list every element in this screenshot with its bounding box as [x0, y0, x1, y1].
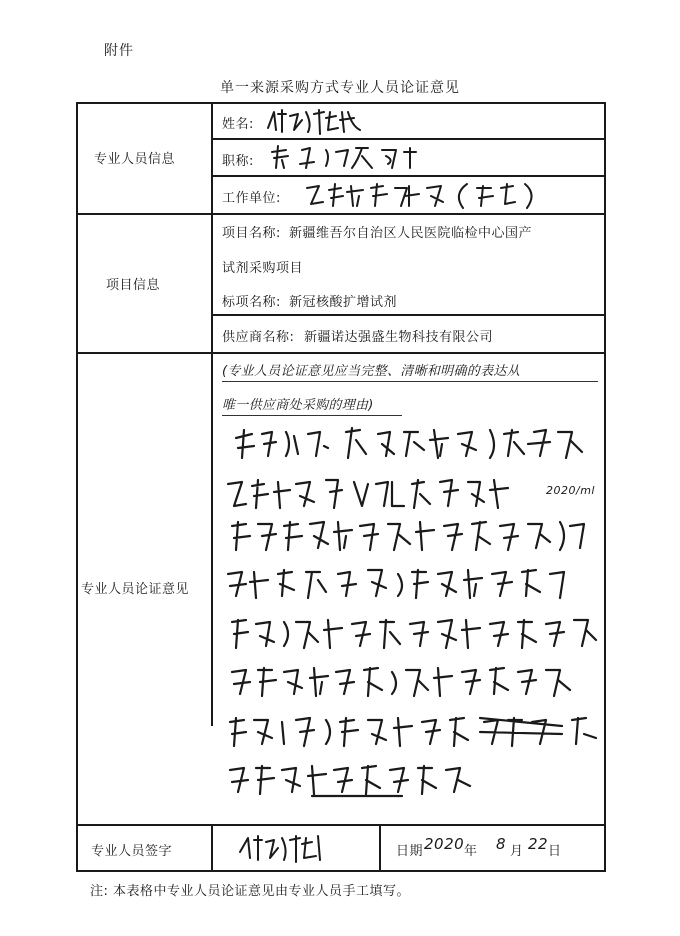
project-name-value-line2: 试剂采购项目 — [222, 261, 304, 276]
signature-divider-right — [379, 824, 381, 872]
supplier-name-value: 新疆诺达强盛生物科技有限公司 — [304, 330, 494, 345]
footer-note: 注: 本表格中专业人员论证意见由专业人员手工填写。 — [90, 884, 411, 899]
date-label: 日期 — [396, 844, 424, 859]
divider-name-title — [211, 138, 606, 140]
table-border-right — [604, 102, 606, 872]
date-year-value: 2020 — [424, 835, 465, 853]
project-info-section-label: 项目信息 — [106, 278, 161, 293]
handwritten-opinion-line-5 — [224, 614, 604, 654]
handwritten-opinion-line-4 — [222, 564, 582, 604]
expert-title-handwriting — [266, 142, 426, 172]
handwritten-opinion-line-2 — [222, 474, 522, 514]
document-title: 单一来源采购方式专业人员论证意见 — [220, 80, 460, 96]
expert-employer-label: 工作单位: — [222, 191, 281, 206]
signature-section-label: 专业人员签字 — [91, 844, 173, 859]
expert-employer-handwriting — [301, 180, 551, 210]
divider-lot-supplier — [211, 314, 606, 316]
handwritten-concentration-value: 2020/ml — [546, 484, 595, 497]
date-day-label: 日 — [548, 844, 562, 859]
lot-name-value: 新冠核酸扩增试剂 — [289, 295, 398, 310]
review-form-table — [76, 102, 606, 872]
guidance-underline-1 — [222, 381, 598, 382]
handwritten-opinion-line-7 — [222, 712, 602, 752]
date-month-value: 8 — [496, 835, 507, 853]
divider-expert-project — [76, 213, 606, 215]
guidance-underline-2 — [222, 415, 402, 416]
attachment-label: 附件 — [104, 43, 134, 59]
column-divider — [211, 102, 213, 726]
divider-opinion-signature — [76, 824, 606, 826]
signature-divider-left — [211, 824, 213, 872]
date-day-value: 22 — [528, 835, 549, 853]
opinion-guidance-line1: (专业人员论证意见应当完整、清晰和明确的表达从 — [222, 364, 520, 379]
supplier-name-label: 供应商名称: — [222, 330, 295, 345]
date-month-label: 月 — [510, 844, 524, 859]
handwritten-opinion-line-1 — [228, 424, 598, 464]
divider-project-opinion — [76, 352, 606, 354]
handwritten-opinion-line-6 — [224, 662, 594, 702]
lot-name-label: 标项名称: — [222, 295, 281, 310]
opinion-section-label: 专业人员论证意见 — [81, 582, 190, 597]
date-year-label: 年 — [464, 844, 478, 859]
table-border-left — [76, 102, 78, 872]
expert-signature-handwriting — [236, 832, 326, 864]
handwritten-opinion-line-8 — [222, 760, 482, 800]
expert-name-handwriting — [264, 106, 364, 136]
expert-title-label: 职称: — [222, 154, 254, 169]
table-border-bottom — [76, 870, 606, 872]
expert-info-section-label: 专业人员信息 — [94, 152, 176, 167]
project-name-label: 项目名称: — [222, 226, 281, 241]
project-name-value-line1: 新疆维吾尔自治区人民医院临检中心国产 — [289, 226, 533, 241]
expert-name-label: 姓名: — [222, 117, 254, 132]
handwritten-opinion-line-3 — [224, 516, 594, 556]
opinion-guidance-line2: 唯一供应商处采购的理由) — [222, 398, 374, 413]
divider-title-employer — [211, 175, 606, 177]
table-border-top — [76, 102, 606, 104]
